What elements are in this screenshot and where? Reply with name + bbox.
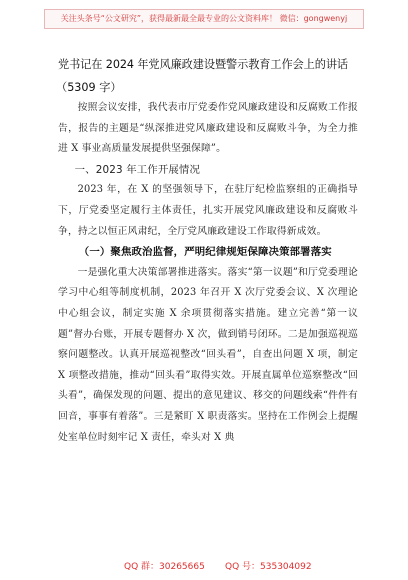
qq-number: QQ 号：535304092	[225, 562, 312, 572]
document-title: 党书记在 2024 年党风廉政建设暨警示教育工作会上的讲话	[58, 58, 348, 71]
word-count: （5309 字）	[56, 81, 122, 94]
promo-banner: 关注头条号“公文研究”，获得最新最全最专业的公文资料库！ 微信：gongwenyj	[44, 9, 364, 29]
paragraph-details: 一是强化重大决策部署推进落实。落实“第一议题”和厅党委理论学习中心组等制度机制，2023 年召开 X 次厅党委会议、X 次理论中心组会议，制定实施 X 余项贯彻落实措施。建立完善“第一议题”督办台账，开展专题督办 X 次，做到销号闭环。二是加强巡视巡察问题整改。认真开展巡视整改“回头看”，自查出问题 X 项，制定 X 项整改措施，推动“回头看”取得实效。开展直属单位巡察整改“回头看”，确保发现的问题、提出的意见建议、移交的问题线索“件件有回音，事事有着落”。三是紧盯 X 职责落实。坚持在工作例会上提醒处室单位时刻牢记 X 责任，牵头对 X 典	[58, 266, 358, 443]
section-heading: 一、2023 年工作开展情况	[74, 163, 200, 176]
document-body	[58, 98, 358, 448]
paragraph-summary: 2023 年，在 X 的坚强领导下，在驻厅纪检监察组的正确指导下，厅党委坚定履行主体责任，扎实开展党风廉政建设和反腐败斗争，持之以恒正风肃纪，全厅党风廉政建设工作取得新成效。	[58, 184, 358, 237]
paragraph-intro: 按照会议安排，我代表市厅党委作党风廉政建设和反腐败工作报告，报告的主题是“纵深推进党风廉政建设和反腐败斗争，为全力推进 X 事业高质量发展提供坚强保障”。	[58, 102, 358, 155]
qq-group: QQ 群：30265665	[124, 562, 205, 572]
subsection-heading: （一）聚焦政治监督，严明纪律规矩保障决策部署落实	[78, 246, 332, 259]
